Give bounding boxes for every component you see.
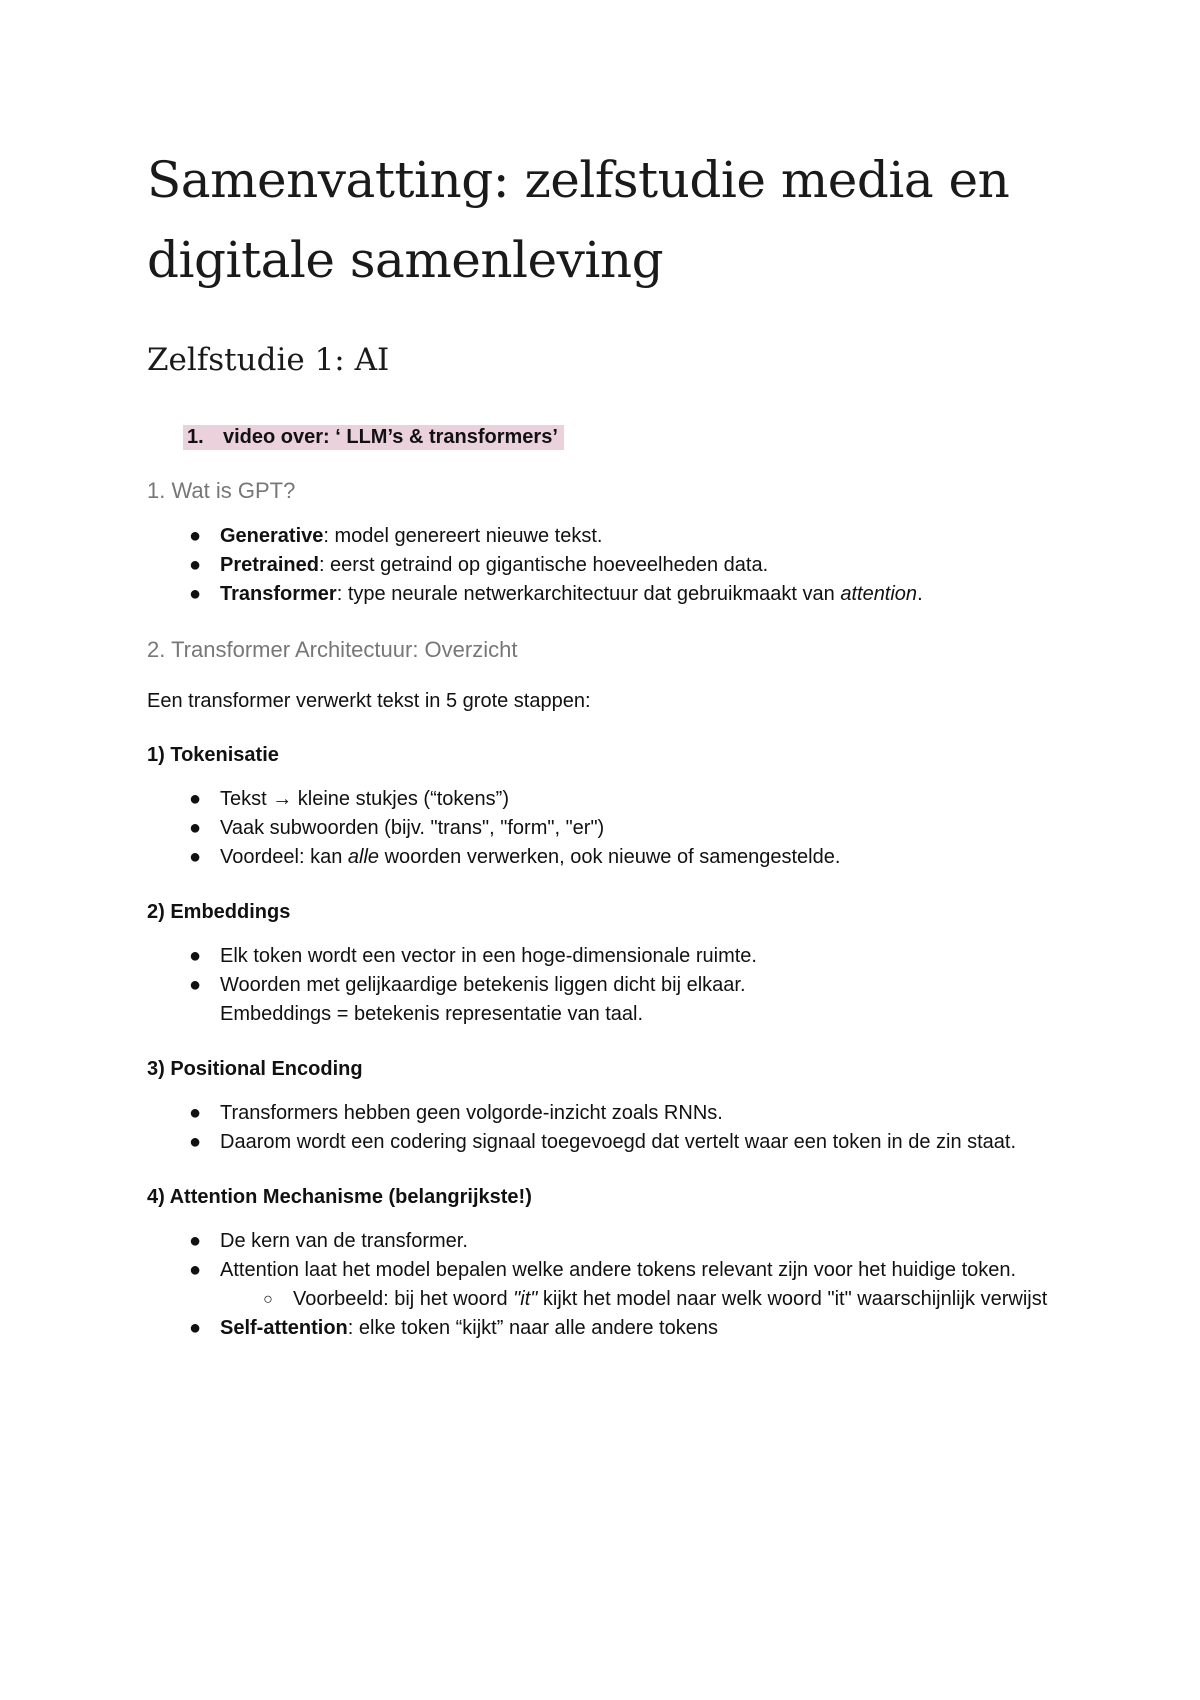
definition: : model genereert nieuwe tekst. [323,525,603,547]
bullet-icon: ● [188,1317,202,1339]
video-number: 1. [187,426,204,448]
page-subtitle: Zelfstudie 1: AI [147,342,390,378]
tokenisatie-list [147,785,1067,872]
list-item [147,1099,1067,1128]
sub-list-item [220,1285,1067,1314]
embeddings-list [147,942,1067,1029]
bullet-icon: ● [188,554,202,576]
list-item-text: Transformers hebben geen volgorde-inzicht zoals RNNs. [220,1102,723,1124]
bullet-icon: ● [188,846,202,868]
list-item-text: Voordeel: kan [220,846,348,868]
step-heading-embeddings: 2) Embeddings [147,901,291,923]
list-item [147,814,1067,843]
list-item [147,785,1067,814]
bullet-icon: ● [188,583,202,605]
highlighted-video-label [183,425,564,450]
list-item [147,843,1067,872]
step-heading-positional-encoding: 3) Positional Encoding [147,1058,363,1080]
list-item-continuation: Embeddings = betekenis representatie van taal. [220,1003,644,1025]
video-list-item [183,424,1067,450]
list-item [147,942,1067,971]
attention-sublist [220,1285,1067,1314]
list-item-text: Woorden met gelijkaardige betekenis liggen dicht bij elkaar. [220,974,746,996]
section-heading-wat-is-gpt: 1. Wat is GPT? [147,478,296,503]
list-item [147,1256,1067,1314]
list-item-text: Daarom wordt een codering signaal toegevoegd dat vertelt waar een token in de zin staat. [220,1131,1017,1153]
bullet-icon: ● [188,1131,202,1153]
list-item [147,1314,1067,1343]
definition-tail: . [917,583,923,605]
bullet-icon: ● [188,525,202,547]
step-heading-tokenisatie: 1) Tokenisatie [147,744,279,766]
emphasis: attention [840,583,918,605]
list-item-text: Vaak subwoorden (bijv. "trans", "form", "er") [220,817,605,839]
step-heading-attention: 4) Attention Mechanisme (belangrijkste!) [147,1186,532,1208]
list-item-text: Elk token wordt een vector in een hoge-dimensionale ruimte. [220,945,757,967]
definition: : type neurale netwerkarchitectuur dat gebruikmaakt van [336,583,841,605]
attention-list [147,1227,1067,1343]
term: Self-attention [220,1317,348,1339]
document-content [147,140,1067,1343]
positional-encoding-list [147,1099,1067,1157]
bullet-icon: ● [188,788,202,810]
bullet-icon: ● [188,817,202,839]
list-item-text: De kern van de transformer. [220,1230,468,1252]
bullet-icon: ● [188,945,202,967]
bullet-icon: ● [188,1102,202,1124]
list-item [147,1128,1067,1157]
video-label: video over: ‘ LLM’s & transformers’ [223,426,558,448]
hollow-bullet-icon: ○ [263,1291,273,1308]
list-item [147,971,1067,1029]
definition: : elke token “kijkt” naar alle andere tokens [347,1317,718,1339]
term: Transformer [220,583,337,605]
section-heading-transformer-architectuur: 2. Transformer Architectuur: Overzicht [147,637,518,662]
list-item-text: Attention laat het model bepalen welke andere tokens relevant zijn voor het huidige token. [220,1259,1017,1281]
term: Generative [220,525,324,547]
term: Pretrained [220,554,319,576]
list-item [147,580,1067,609]
gpt-definition-list [147,522,1067,609]
list-item [147,1227,1067,1256]
page-title: Samenvatting: zelfstudie media en digitale samenleving [147,151,1010,289]
emphasis: alle [347,846,380,868]
section-intro: Een transformer verwerkt tekst in 5 grote stappen: [147,690,591,712]
emphasis: "it" [513,1288,538,1310]
list-item-text-tail: woorden verwerken, ook nieuwe of samengestelde. [379,846,841,868]
list-item-text: Tekst → kleine stukjes (“tokens”) [220,788,509,810]
bullet-icon: ● [188,1230,202,1252]
sub-list-item-text: Voorbeeld: bij het woord [293,1288,514,1310]
definition: : eerst getraind op gigantische hoeveelheden data. [318,554,769,576]
bullet-icon: ● [188,1259,202,1281]
list-item [147,522,1067,551]
sub-list-item-text-tail: kijkt het model naar welk woord "it" waarschijnlijk verwijst [537,1288,1048,1310]
bullet-icon: ● [188,974,202,996]
list-item [147,551,1067,580]
